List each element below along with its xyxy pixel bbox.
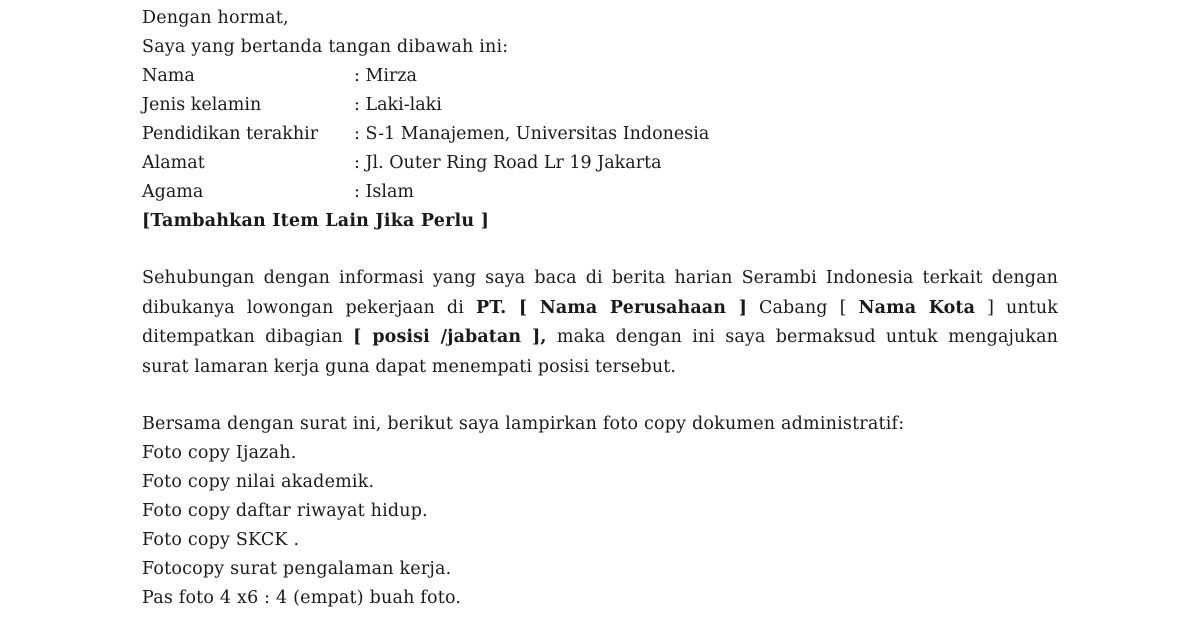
field-label: Pendidikan terakhir (142, 124, 319, 144)
spacer (142, 382, 1058, 410)
paragraph-text: Cabang [ (746, 297, 859, 318)
paragraph-text: ] untuk (975, 297, 1058, 318)
company-placeholder: PT. [ Nama Perusahaan ] (475, 297, 747, 318)
position-placeholder: [ posisi /jabatan ], (353, 327, 547, 347)
field-value: : Laki-laki (354, 95, 442, 115)
field-value: : Mirza (354, 66, 417, 86)
field-row-jenis-kelamin (142, 91, 1058, 120)
attachment-item: Foto copy Ijazah. (142, 443, 297, 463)
paragraph-text: ditempatkan dibagian (142, 327, 354, 347)
field-value: : Jl. Outer Ring Road Lr 19 Jakarta (354, 153, 662, 173)
field-label: Alamat (142, 153, 205, 173)
spacer (142, 236, 1058, 264)
application-paragraph (142, 264, 1058, 382)
attachment-item: Fotocopy surat pengalaman kerja. (142, 559, 452, 579)
field-value: : S-1 Manajemen, Universitas Indonesia (354, 124, 710, 144)
paragraph-line: surat lamaran kerja guna dapat menempati posisi tersebut. (142, 356, 677, 377)
attachments-intro: Bersama dengan surat ini, berikut saya lampirkan foto copy dokumen administratif: (142, 414, 905, 434)
field-value: : Islam (354, 182, 414, 202)
city-placeholder: Nama Kota (858, 297, 976, 318)
field-row-pendidikan (142, 120, 1058, 149)
attachments-list (142, 439, 1058, 613)
paragraph-line (142, 323, 1058, 353)
greeting: Dengan hormat, (142, 8, 289, 28)
add-item-note: [Tambahkan Item Lain Jika Perlu ] (142, 211, 490, 231)
field-label: Jenis kelamin (142, 95, 262, 115)
field-row-alamat (142, 149, 1058, 178)
field-label: Agama (142, 182, 204, 202)
attachment-item: Foto copy nilai akademik. (142, 472, 375, 492)
paragraph-line: Sehubungan dengan informasi yang saya baca di berita harian Serambi Indonesia terkait dengan (142, 268, 1058, 288)
paragraph-text: maka dengan ini saya bermaksud untuk mengajukan (546, 327, 1058, 347)
personal-details (142, 62, 1058, 207)
letter-body (142, 4, 1058, 613)
intro-text: Saya yang bertanda tangan dibawah ini: (142, 37, 509, 57)
paragraph-text: dibukanya lowongan pekerjaan di (142, 297, 476, 318)
field-row-nama (142, 62, 1058, 91)
attachment-item: Pas foto 4 x6 : 4 (empat) buah foto. (142, 588, 462, 608)
paragraph-line (142, 294, 1058, 324)
attachment-item: Foto copy SKCK . (142, 530, 300, 550)
field-row-agama (142, 178, 1058, 207)
attachment-item: Foto copy daftar riwayat hidup. (142, 501, 428, 521)
field-label: Nama (142, 66, 195, 86)
